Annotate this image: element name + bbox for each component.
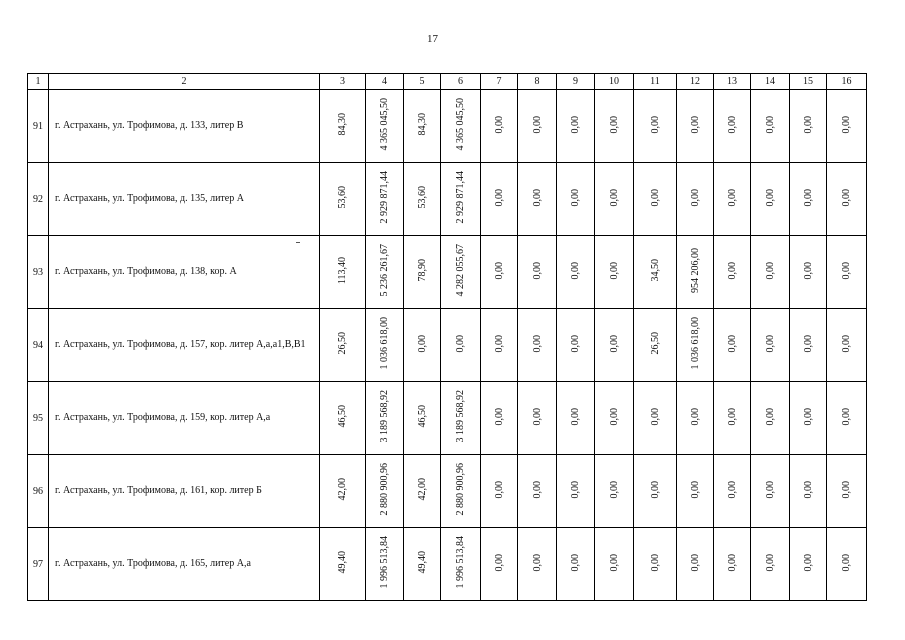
value-cell [634,90,677,163]
column-header: 4 [366,74,404,90]
value-cell [751,382,790,455]
value-cell [595,528,634,601]
value-cell [677,236,714,309]
value-text: 954 206,00 [689,248,701,293]
value-cell [790,309,827,382]
value-cell [366,163,404,236]
value-text: 0,00 [726,407,738,426]
value-text: 0,00 [802,334,814,353]
value-text: 0,00 [531,553,543,572]
column-header: 6 [441,74,481,90]
value-cell [677,528,714,601]
row-number: 94 [28,309,49,382]
value-text: 0,00 [841,261,852,280]
value-text: 78,90 [416,259,428,282]
value-cell [595,236,634,309]
value-cell [518,90,557,163]
housing-register-table [27,73,867,601]
value-cell [595,163,634,236]
value-text: 0,00 [726,261,738,280]
value-text: 53,60 [337,186,348,209]
value-text: 0,00 [764,188,776,207]
value-cell [751,455,790,528]
value-cell [634,382,677,455]
value-text: 2 929 871,44 [455,171,466,224]
value-cell [441,163,481,236]
value-text: 0,00 [764,407,776,426]
value-text: 49,40 [416,551,428,574]
value-text: 4 365 045,50 [455,98,466,151]
value-text: 0,00 [726,334,738,353]
value-cell [366,90,404,163]
column-header: 9 [557,74,595,90]
value-text: 0,00 [531,261,543,280]
value-cell [595,90,634,163]
value-cell [595,309,634,382]
value-cell [481,236,518,309]
value-text: 1 996 513,84 [379,536,390,589]
value-cell [320,90,366,163]
value-cell [595,382,634,455]
table-row [28,163,867,236]
value-text: 0,00 [726,188,738,207]
value-cell [827,90,867,163]
value-cell [557,163,595,236]
value-cell [481,382,518,455]
value-text: 0,00 [841,188,852,207]
value-cell [634,236,677,309]
value-text: 0,00 [689,480,701,499]
value-text: 0,00 [608,115,620,134]
column-header: 7 [481,74,518,90]
value-text: 0,00 [570,334,581,353]
value-text: 0,00 [493,407,505,426]
value-text: 0,00 [802,480,814,499]
value-text: 2 929 871,44 [379,171,390,224]
value-text: 46,50 [416,405,428,428]
value-cell [320,309,366,382]
value-cell [790,236,827,309]
value-text: 0,00 [570,480,581,499]
value-text: 0,00 [802,261,814,280]
row-number: 91 [28,90,49,163]
value-text: 26,50 [649,332,661,355]
value-text: 5 236 261,67 [379,244,390,297]
value-text: 0,00 [841,407,852,426]
value-cell [404,163,441,236]
value-cell [404,90,441,163]
value-cell [320,382,366,455]
address-cell: г. Астрахань, ул. Трофимова, д. 165, литер А,а [49,528,320,601]
value-text: 0,00 [802,407,814,426]
value-text: 0,00 [493,261,505,280]
value-cell [751,309,790,382]
value-cell [441,382,481,455]
table-row [28,455,867,528]
value-text: 0,00 [493,553,505,572]
value-cell [714,236,751,309]
value-cell [827,528,867,601]
value-text: 0,00 [608,407,620,426]
value-text: 26,50 [337,332,348,355]
value-cell [320,455,366,528]
value-cell [441,309,481,382]
column-header: 15 [790,74,827,90]
value-cell [481,163,518,236]
value-cell [751,90,790,163]
value-text: 42,00 [416,478,428,501]
column-header: 1 [28,74,49,90]
value-text: 0,00 [493,480,505,499]
value-text: 113,40 [337,256,348,285]
value-cell [714,455,751,528]
value-cell [827,163,867,236]
value-cell [634,163,677,236]
value-cell [518,163,557,236]
value-cell [441,90,481,163]
value-text: 0,00 [649,115,661,134]
row-number: 97 [28,528,49,601]
value-cell [751,528,790,601]
value-cell [557,528,595,601]
address-cell: г. Астрахань, ул. Трофимова, д. 133, литер В [49,90,320,163]
value-cell [827,236,867,309]
value-text: 0,00 [689,553,701,572]
column-header: 3 [320,74,366,90]
value-text: 46,50 [337,405,348,428]
value-cell [790,382,827,455]
value-cell [595,455,634,528]
value-text: 0,00 [802,553,814,572]
column-header: 13 [714,74,751,90]
table-row [28,90,867,163]
value-cell [557,90,595,163]
column-header: 5 [404,74,441,90]
value-cell [518,528,557,601]
value-text: 0,00 [416,334,428,353]
column-header: 8 [518,74,557,90]
value-text: 4 282 055,67 [455,244,466,297]
value-text: 0,00 [841,480,852,499]
address-cell: г. Астрахань, ул. Трофимова, д. 135, литер А [49,163,320,236]
value-text: 0,00 [493,115,505,134]
table-row [28,528,867,601]
table-body [28,90,867,601]
address-cell: г. Астрахань, ул. Трофимова, д. 138, кор. А [49,236,320,309]
value-cell [634,309,677,382]
value-text: 0,00 [726,115,738,134]
value-text: 34,50 [649,259,661,282]
value-text: 0,00 [689,188,701,207]
value-cell [751,236,790,309]
column-header: 11 [634,74,677,90]
value-text: 0,00 [608,553,620,572]
value-cell [518,236,557,309]
value-cell [441,455,481,528]
value-cell [790,455,827,528]
value-text: 0,00 [689,115,701,134]
value-cell [677,163,714,236]
value-text: 84,30 [416,113,428,136]
stray-mark [296,242,300,243]
value-cell [677,90,714,163]
value-cell [366,382,404,455]
value-cell [320,236,366,309]
value-text: 0,00 [764,553,776,572]
column-header: 2 [49,74,320,90]
value-cell [518,309,557,382]
value-text: 0,00 [608,261,620,280]
value-text: 0,00 [493,334,505,353]
value-text: 0,00 [764,334,776,353]
value-text: 2 880 900,96 [379,463,390,516]
value-cell [441,236,481,309]
column-header: 16 [827,74,867,90]
value-text: 0,00 [726,553,738,572]
value-text: 53,60 [416,186,428,209]
value-cell [320,528,366,601]
value-cell [481,528,518,601]
page-number: 17 [427,33,438,45]
value-cell [714,163,751,236]
value-text: 0,00 [570,407,581,426]
row-number: 92 [28,163,49,236]
value-cell [518,455,557,528]
value-text: 0,00 [802,188,814,207]
value-cell [557,382,595,455]
value-text: 2 880 900,96 [455,463,466,516]
table-row [28,236,867,309]
value-cell [518,382,557,455]
value-cell [366,528,404,601]
value-text: 0,00 [570,188,581,207]
value-text: 49,40 [337,551,348,574]
value-text: 0,00 [493,188,505,207]
value-cell [481,309,518,382]
value-cell [790,528,827,601]
value-text: 0,00 [764,261,776,280]
column-header: 14 [751,74,790,90]
value-text: 0,00 [608,480,620,499]
value-cell [677,309,714,382]
value-cell [714,382,751,455]
value-text: 0,00 [764,115,776,134]
value-text: 1 996 513,84 [455,536,466,589]
value-text: 4 365 045,50 [379,98,390,151]
value-text: 0,00 [531,480,543,499]
value-text: 0,00 [531,188,543,207]
value-cell [714,90,751,163]
value-text: 0,00 [841,115,852,134]
value-cell [481,455,518,528]
column-header: 12 [677,74,714,90]
value-text: 0,00 [726,480,738,499]
value-cell [404,528,441,601]
value-text: 0,00 [608,334,620,353]
value-cell [714,309,751,382]
value-cell [404,455,441,528]
table-row [28,382,867,455]
value-cell [441,528,481,601]
value-cell [366,455,404,528]
value-text: 0,00 [531,334,543,353]
value-text: 0,00 [570,553,581,572]
value-text: 1 036 618,00 [379,317,390,370]
value-text: 0,00 [649,480,661,499]
value-cell [557,455,595,528]
value-text: 3 189 568,92 [455,390,466,443]
value-cell [634,528,677,601]
value-text: 42,00 [337,478,348,501]
value-cell [751,163,790,236]
value-text: 0,00 [649,553,661,572]
value-cell [404,236,441,309]
value-cell [827,382,867,455]
column-number-header-row [28,74,867,90]
value-cell [714,528,751,601]
row-number: 93 [28,236,49,309]
value-text: 84,30 [337,113,348,136]
column-header: 10 [595,74,634,90]
value-cell [790,90,827,163]
value-cell [557,236,595,309]
value-text: 0,00 [608,188,620,207]
value-cell [827,309,867,382]
value-cell [481,90,518,163]
value-cell [366,309,404,382]
value-text: 0,00 [649,407,661,426]
value-text: 3 189 568,92 [379,390,390,443]
value-cell [320,163,366,236]
value-cell [404,309,441,382]
value-text: 0,00 [531,115,543,134]
address-cell: г. Астрахань, ул. Трофимова, д. 159, кор. литер А,а [49,382,320,455]
value-cell [677,455,714,528]
address-cell: г. Астрахань, ул. Трофимова, д. 161, кор. литер Б [49,455,320,528]
value-text: 1 036 618,00 [689,317,701,370]
table-row [28,309,867,382]
value-text: 0,00 [455,334,466,353]
value-text: 0,00 [570,115,581,134]
row-number: 95 [28,382,49,455]
value-cell [404,382,441,455]
value-text: 0,00 [531,407,543,426]
value-cell [827,455,867,528]
value-text: 0,00 [802,115,814,134]
address-cell: г. Астрахань, ул. Трофимова, д. 157, кор. литер А,а,а1,В,В1 [49,309,320,382]
value-cell [677,382,714,455]
value-cell [557,309,595,382]
row-number: 96 [28,455,49,528]
value-text: 0,00 [841,553,852,572]
value-text: 0,00 [764,480,776,499]
value-cell [790,163,827,236]
value-cell [634,455,677,528]
value-text: 0,00 [841,334,852,353]
value-text: 0,00 [689,407,701,426]
value-text: 0,00 [649,188,661,207]
value-cell [366,236,404,309]
value-text: 0,00 [570,261,581,280]
